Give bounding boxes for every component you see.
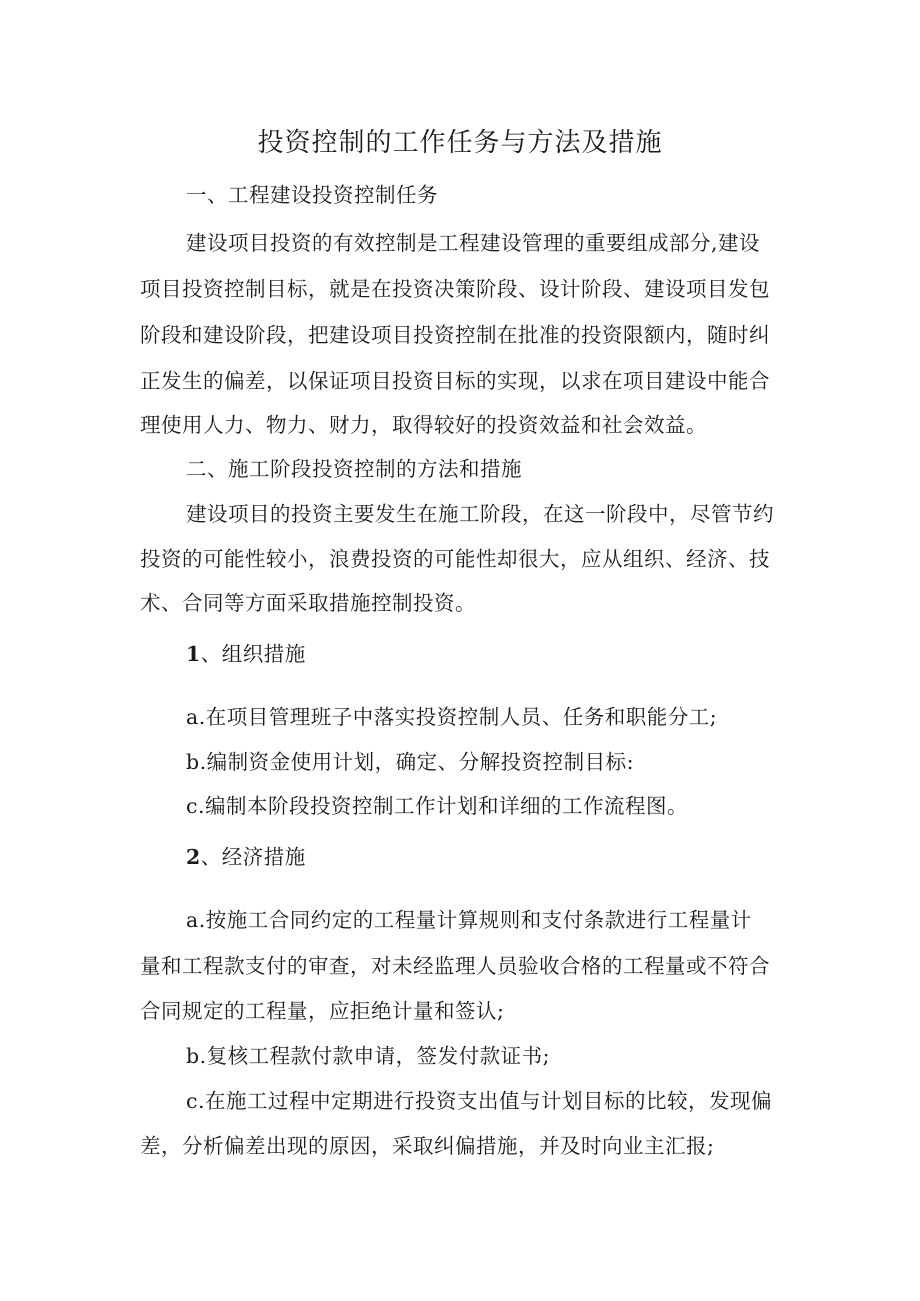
list-item: b.复核工程款付款申请，签发付款证书; (186, 1044, 551, 1068)
list-item-continuation: 差，分析偏差出现的原因，采取纠偏措施，并及时向业主汇报; (140, 1134, 715, 1158)
paragraph-line: 阶段和建设阶段，把建设项目投资控制在批准的投资限额内，随时纠 (140, 323, 770, 347)
paragraph-line: 建设项目的投资主要发生在施工阶段，在这一阶段中，尽管节约 (186, 502, 774, 526)
measure-title: 、经济措施 (200, 845, 306, 869)
list-item: a.在项目管理班子中落实投资控制人员、任务和职能分工; (186, 705, 718, 729)
measure-title: 、组织措施 (200, 642, 306, 666)
paragraph-line: 术、合同等方面采取措施控制投资。 (140, 591, 476, 615)
list-item: c.在施工过程中定期进行投资支出值与计划目标的比较，发现偏 (186, 1089, 772, 1113)
measure-heading-1 (186, 637, 836, 667)
list-item-continuation: 合同规定的工程量，应拒绝计量和签认; (140, 999, 505, 1023)
list-item: a.按施工合同约定的工程量计算规则和支付条款进行工程量计 (186, 908, 752, 932)
paragraph-line: 建设项目投资的有效控制是工程建设管理的重要组成部分,建设 (186, 231, 761, 255)
list-item: c.编制本阶段投资控制工作计划和详细的工作流程图。 (186, 794, 688, 818)
measure-heading-2 (186, 840, 836, 870)
paragraph-line: 理使用人力、物力、财力，取得较好的投资效益和社会效益。 (140, 413, 707, 437)
paragraph-line: 投资的可能性较小，浪费投资的可能性却很大，应从组织、经济、技 (140, 547, 770, 571)
paragraph-line: 项目投资控制目标，就是在投资决策阶段、设计阶段、建设项目发包 (140, 277, 770, 301)
section-heading-1: 一、工程建设投资控制任务 (186, 183, 438, 207)
measure-number: 1 (186, 642, 201, 666)
document-title: 投资控制的工作任务与方法及措施 (257, 128, 663, 158)
list-item: b.编制资金使用计划，确定、分解投资控制目标: (186, 750, 635, 774)
list-item-continuation: 量和工程款支付的审查，对未经监理人员验收合格的工程量或不符合 (140, 954, 770, 978)
paragraph-line: 正发生的偏差，以保证项目投资目标的实现，以求在项目建设中能合 (140, 369, 770, 393)
measure-number: 2 (186, 845, 201, 869)
section-heading-2: 二、施工阶段投资控制的方法和措施 (186, 457, 522, 481)
